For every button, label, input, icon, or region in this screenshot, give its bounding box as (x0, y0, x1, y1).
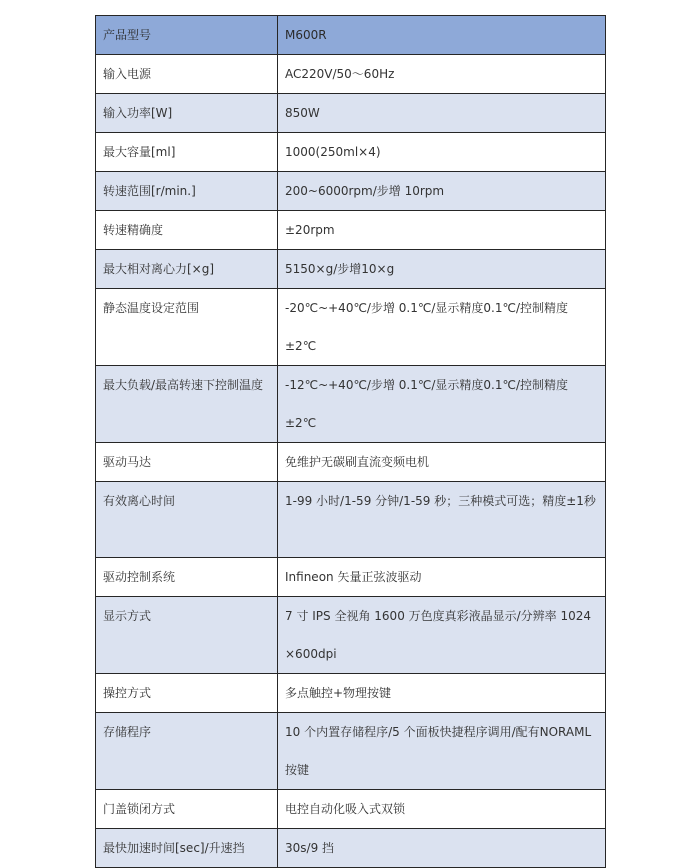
table-row-operation (96, 674, 606, 713)
spec-label: 有效离心时间 (96, 482, 278, 558)
spec-value: ±20rpm (278, 211, 606, 250)
spec-label: 输入电源 (96, 55, 278, 94)
spec-value: 1000(250ml×4) (278, 133, 606, 172)
spec-value: AC220V/50～60Hz (278, 55, 606, 94)
spec-value: -12℃~+40℃/步增 0.1℃/显示精度0.1℃/控制精度±2℃ (278, 366, 606, 443)
spec-label: 最大负载/最高转速下控制温度 (96, 366, 278, 443)
table-row-effective-time (96, 482, 606, 558)
spec-label: 显示方式 (96, 597, 278, 674)
spec-label: 门盖锁闭方式 (96, 790, 278, 829)
table-row-input-power (96, 94, 606, 133)
spec-label: 转速范围[r/min.] (96, 172, 278, 211)
spec-value: 7 寸 IPS 全视角 1600 万色度真彩液晶显示/分辨率 1024×600dpi (278, 597, 606, 674)
spec-label: 转速精确度 (96, 211, 278, 250)
spec-value: M600R (278, 16, 606, 55)
table-row-max-capacity (96, 133, 606, 172)
spec-value: 10 个内置存储程序/5 个面板快捷程序调用/配有NORAML按键 (278, 713, 606, 790)
spec-label: 最快加速时间[sec]/升速挡 (96, 829, 278, 868)
spec-value: 850W (278, 94, 606, 133)
spec-value: -20℃~+40℃/步增 0.1℃/显示精度0.1℃/控制精度±2℃ (278, 289, 606, 366)
spec-label: 驱动控制系统 (96, 558, 278, 597)
table-row-lid-lock (96, 790, 606, 829)
table-row-static-temp-range (96, 289, 606, 366)
spec-table (95, 15, 606, 868)
spec-label: 存储程序 (96, 713, 278, 790)
spec-value: 5150×g/步增10×g (278, 250, 606, 289)
table-row-max-load-temp (96, 366, 606, 443)
table-row-speed-range (96, 172, 606, 211)
table-row-display (96, 597, 606, 674)
spec-value: 多点触控+物理按键 (278, 674, 606, 713)
spec-label: 静态温度设定范围 (96, 289, 278, 366)
spec-label: 驱动马达 (96, 443, 278, 482)
spec-value: 电控自动化吸入式双锁 (278, 790, 606, 829)
spec-value: 200~6000rpm/步增 10rpm (278, 172, 606, 211)
table-row-drive-control (96, 558, 606, 597)
table-row-input-power-supply (96, 55, 606, 94)
spec-label: 最大容量[ml] (96, 133, 278, 172)
table-row-stored-programs (96, 713, 606, 790)
table-row-max-rcf (96, 250, 606, 289)
spec-label: 最大相对离心力[×g] (96, 250, 278, 289)
spec-value: Infineon 矢量正弦波驱动 (278, 558, 606, 597)
table-row-speed-accuracy (96, 211, 606, 250)
spec-label: 产品型号 (96, 16, 278, 55)
table-row-model (96, 16, 606, 55)
spec-value: 30s/9 挡 (278, 829, 606, 868)
table-row-acceleration (96, 829, 606, 868)
spec-label: 操控方式 (96, 674, 278, 713)
spec-value: 免维护无碳刷直流变频电机 (278, 443, 606, 482)
table-row-drive-motor (96, 443, 606, 482)
spec-value: 1-99 小时/1-59 分钟/1-59 秒；三种模式可选；精度±1秒 (278, 482, 606, 558)
spec-label: 输入功率[W] (96, 94, 278, 133)
